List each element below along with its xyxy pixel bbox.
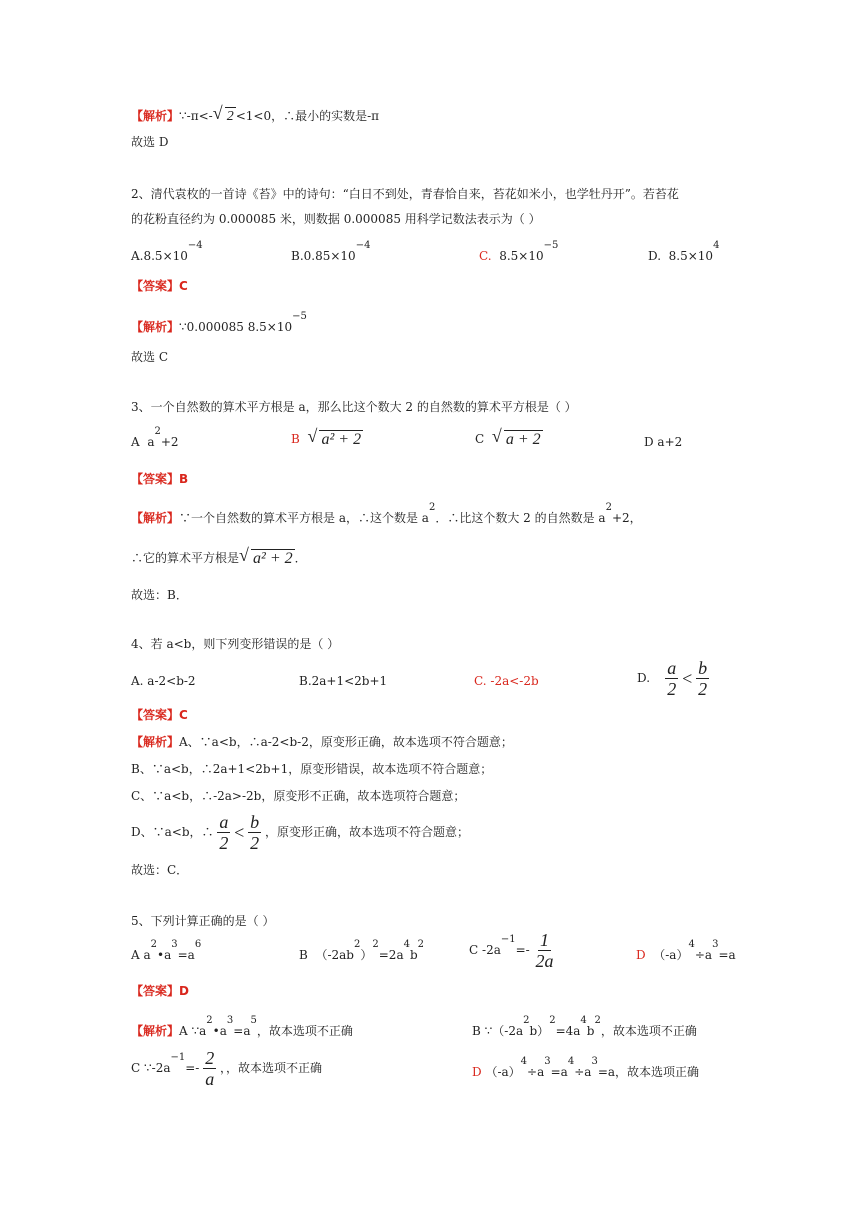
fraction-numerator: 2 xyxy=(205,1048,215,1068)
fraction-denominator: a xyxy=(205,1069,215,1089)
fraction-denominator: 2a xyxy=(535,951,554,971)
sqrt-radicand: a² + 2 xyxy=(321,431,362,448)
option-label: D xyxy=(636,948,646,962)
fraction-numerator: a xyxy=(667,658,677,678)
q3-conclusion: 故选：B． xyxy=(131,588,188,602)
q4-analysis-2: B、∵a<b，∴2a+1<2b+1，原变形错误，故本选项不符合题意； xyxy=(131,762,493,776)
option-exponent: 4 xyxy=(713,240,720,251)
fraction-numerator: b xyxy=(250,812,260,832)
fraction-denominator: 2 xyxy=(250,833,260,853)
analysis-exponent: −1 xyxy=(170,1052,186,1063)
fraction-a-over-2 xyxy=(217,812,230,853)
sqrt-expression xyxy=(492,430,543,449)
fraction-denominator: 2 xyxy=(698,679,708,699)
q4-stem: 4、若 a<b，则下列变形错误的是（ ） xyxy=(131,637,340,651)
option-base: a xyxy=(147,435,155,449)
q3-line2-tail: ． xyxy=(294,551,307,565)
answer-tag: 【答案】 xyxy=(131,984,180,998)
q3-analysis-text-c: +2， xyxy=(611,511,642,525)
analysis-base: ∵-2a xyxy=(144,1061,171,1075)
answer-value: B xyxy=(179,472,189,486)
q3-analysis-exponent: 2 xyxy=(605,502,612,513)
option-label: C xyxy=(475,432,485,446)
sqrt-radicand: a² + 2 xyxy=(253,550,293,567)
q4-conclusion: 故选：C． xyxy=(131,863,189,877)
option-tail: +2 xyxy=(160,435,179,449)
sqrt-2 xyxy=(213,107,236,126)
q5-analysis-d: D $(-a)^4\div a^3=a^4\div a^3=a$，故本选项正确 xyxy=(472,1056,700,1079)
q5-answer xyxy=(131,982,189,1000)
q5-option-b: B $(-2ab^2)^2=2a^4b^2$ xyxy=(299,939,425,962)
q2-conclusion: 故选 C xyxy=(131,350,168,364)
q3-line2-text: ∴它的算术平方根是 xyxy=(131,551,240,565)
q3-option-b xyxy=(291,430,363,449)
answer-tag: 【答案】 xyxy=(131,708,180,722)
option-base: 8.5×10 xyxy=(143,249,188,263)
analysis-tag: 【解析】 xyxy=(131,735,180,749)
q4-analysis-1 xyxy=(131,733,513,751)
option-label: D xyxy=(472,1065,482,1079)
q5-option-a: A $a^2•a^3=a^6$ xyxy=(131,939,202,962)
option-label: C xyxy=(469,943,479,957)
option-label: A. xyxy=(131,249,144,263)
sqrt-expression xyxy=(239,549,295,568)
fraction-b-over-2 xyxy=(696,658,709,699)
q2-stem-line1: 2、清代袁枚的一首诗《苔》中的诗句：“白日不到处，青春恰自来，苔花如米小，也学牡丹开”。若苔花 xyxy=(131,187,679,201)
q5-option-d: D $(-a)^4\div a^3=a$ xyxy=(636,939,736,962)
q1-conclusion: 故选 D xyxy=(131,135,169,149)
q2-option-d xyxy=(648,240,720,267)
fraction-numerator: 1 xyxy=(540,930,550,950)
q4-analysis-4-text: D、∵a<b，∴ xyxy=(131,825,214,839)
fraction-2-over-a xyxy=(203,1048,216,1089)
q5-stem: 5、下列计算正确的是（ ） xyxy=(131,914,275,928)
option-text: C. -2a<-2b xyxy=(474,674,539,688)
q3-option-a xyxy=(131,426,179,453)
fraction-denominator: 2 xyxy=(219,833,229,853)
option-base: 8.5×10 xyxy=(668,249,714,263)
q5-analysis-c xyxy=(131,1048,322,1089)
q1-analysis-text-a: ∵-π<- xyxy=(179,109,213,123)
q2-answer xyxy=(131,277,188,295)
option-label: A xyxy=(131,948,140,962)
q5-analysis-a: 【解析】A $\because a^2•a^3=a^5$，故本选项不正确 xyxy=(131,1015,353,1038)
fraction-numerator: a xyxy=(219,812,229,832)
option-base: 0.85×10 xyxy=(303,249,356,263)
option-label: B xyxy=(299,948,308,962)
q2-analysis-exponent: −5 xyxy=(292,311,307,322)
q3-answer xyxy=(131,470,188,488)
option-label: D. xyxy=(637,671,651,685)
fraction-numerator: b xyxy=(698,658,708,678)
q4-option-b: B.2a+1<2b+1 xyxy=(299,674,388,688)
option-exponent: −1 xyxy=(500,934,516,945)
analysis-tag: 【解析】 xyxy=(131,320,180,334)
option-label: C. xyxy=(479,249,492,263)
sqrt-expression xyxy=(307,430,363,449)
q2-option-a xyxy=(131,240,203,267)
q3-analysis-exponent: 2 xyxy=(428,502,436,513)
q2-option-b xyxy=(291,240,371,267)
q3-analysis-text-a: ∵一个自然数的算术平方根是 a，∴这个数是 a xyxy=(179,511,429,525)
option-exponent: −4 xyxy=(355,240,371,251)
fraction-a-over-2 xyxy=(665,658,678,699)
option-exponent: −4 xyxy=(187,240,203,251)
q4-analysis-text: A、∵a<b，∴a-2<b-2，原变形正确，故本选项不符合题意； xyxy=(179,735,513,749)
sqrt-radicand: 2 xyxy=(226,109,234,124)
option-label: B xyxy=(291,432,300,446)
less-than-sign: < xyxy=(234,822,245,843)
option-label: B. xyxy=(291,249,304,263)
q3-analysis-text-b: ．∴比这个数大 2 的自然数是 a xyxy=(435,511,606,525)
q4-answer xyxy=(131,706,188,724)
analysis-tail: ，，故本选项不正确 xyxy=(220,1061,323,1075)
q3-option-d: D a+2 xyxy=(644,435,683,449)
answer-value: C xyxy=(179,279,188,293)
q5-analysis-b: B $\because(-2a^2b)^2=4a^4b^2$，故本选项不正确 xyxy=(472,1015,697,1038)
option-label: B xyxy=(472,1024,481,1038)
fraction-denominator: 2 xyxy=(667,679,677,699)
answer-tag: 【答案】 xyxy=(131,472,180,486)
q2-analysis xyxy=(131,311,307,338)
analysis-tag: 【解析】 xyxy=(131,511,180,525)
sqrt-radicand: a + 2 xyxy=(505,431,541,448)
q4-option-c xyxy=(474,672,539,690)
q3-analysis-line2 xyxy=(131,549,307,568)
option-exponent: −5 xyxy=(543,240,559,251)
option-label: A xyxy=(131,435,140,449)
option-exponent: 2 xyxy=(154,426,161,437)
option-label: C xyxy=(131,1061,141,1075)
equals-sign: =- xyxy=(515,943,530,957)
q4-analysis-3: C、∵a<b，∴-2a>-2b，原变形不正确，故本选项符合题意； xyxy=(131,789,466,803)
answer-value: D xyxy=(179,984,189,998)
q3-stem: 3、一个自然数的算术平方根是 a，那么比这个数大 2 的自然数的算术平方根是（ ） xyxy=(131,400,577,414)
q4-option-d xyxy=(637,658,709,699)
option-base: -2a xyxy=(482,943,501,957)
q2-stem-line2: 的花粉直径约为 0.000085 米，则数据 0.000085 用科学记数法表示为（ ） xyxy=(131,212,541,226)
q1-analysis-text-b: <1<0，∴最小的实数是-π xyxy=(235,109,380,123)
less-than-sign: < xyxy=(682,668,693,689)
q2-option-c xyxy=(479,240,559,267)
answer-tag: 【答案】 xyxy=(131,279,180,293)
option-base: 8.5×10 xyxy=(499,249,544,263)
q3-option-c xyxy=(475,430,543,449)
answer-value: C xyxy=(179,708,188,722)
q4-analysis-4 xyxy=(131,812,469,853)
q3-analysis xyxy=(131,502,642,529)
q4-option-a: A. a-2<b-2 xyxy=(131,674,196,688)
q5-option-c xyxy=(469,930,556,971)
equals-sign: =- xyxy=(185,1061,200,1075)
fraction-1-over-2a xyxy=(534,930,556,971)
q1-analysis xyxy=(131,107,379,126)
fraction-b-over-2 xyxy=(248,812,261,853)
option-label: D. xyxy=(648,249,662,263)
q2-analysis-text: ∵0.000085 8.5×10 xyxy=(179,320,293,334)
q4-analysis-4-tail: ，原变形正确，故本选项不符合题意； xyxy=(264,825,469,839)
analysis-tag: 【解析】 xyxy=(131,1024,180,1038)
analysis-tag: 【解析】 xyxy=(131,109,180,123)
